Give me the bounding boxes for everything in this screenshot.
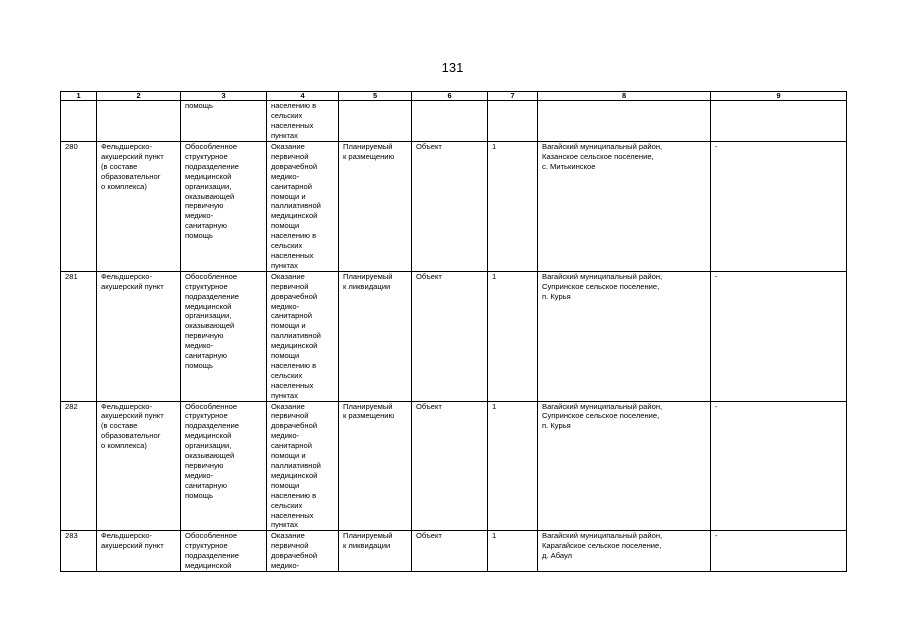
table-cell: Объект (412, 271, 488, 401)
table-cell: 280 (61, 142, 97, 272)
column-header: 5 (339, 92, 412, 101)
table-cell (711, 101, 847, 142)
table-cell: 1 (488, 401, 538, 531)
table-row (61, 401, 847, 531)
table-cell: Фельдшерско- акушерский пункт (97, 271, 181, 401)
table-cell: Оказание первичной доврачебной медико- санитарной помощи и паллиативной медицинской помощи населению в сельских населенных пунктах (267, 271, 339, 401)
table-cell: 1 (488, 271, 538, 401)
table-cell: Фельдшерско- акушерский пункт (в составе образовательног о комплекса) (97, 142, 181, 272)
table-cell: помощь (181, 101, 267, 142)
table-cell (538, 101, 711, 142)
table-cell: 282 (61, 401, 97, 531)
table-header-row (61, 92, 847, 101)
table-cell: - (711, 531, 847, 572)
table-cell: Фельдшерско- акушерский пункт (в составе образовательног о комплекса) (97, 401, 181, 531)
table-cell: Обособленное структурное подразделение медицинской организации, оказывающей первичную медико- санитарную помощь (181, 401, 267, 531)
register-table (60, 91, 847, 572)
column-header: 7 (488, 92, 538, 101)
column-header: 1 (61, 92, 97, 101)
table-cell: Планируемый к размещению (339, 401, 412, 531)
table-cell: Вагайский муниципальный район, Супринское сельское поселение, п. Курья (538, 401, 711, 531)
column-header: 6 (412, 92, 488, 101)
column-header: 4 (267, 92, 339, 101)
column-header: 8 (538, 92, 711, 101)
table-cell (488, 101, 538, 142)
table-cell: 281 (61, 271, 97, 401)
table-row (61, 142, 847, 272)
table-cell: Объект (412, 401, 488, 531)
table-row (61, 101, 847, 142)
table-cell (97, 101, 181, 142)
table-cell: - (711, 271, 847, 401)
table-cell: Планируемый к ликвидации (339, 531, 412, 572)
table-cell: Оказание первичной доврачебной медико- (267, 531, 339, 572)
table-cell: населению в сельских населенных пунктах (267, 101, 339, 142)
column-header: 3 (181, 92, 267, 101)
table-cell: Оказание первичной доврачебной медико- санитарной помощи и паллиативной медицинской помощи населению в сельских населенных пунктах (267, 401, 339, 531)
table-cell: Вагайский муниципальный район, Супринское сельское поселение, п. Курья (538, 271, 711, 401)
table-cell: - (711, 142, 847, 272)
column-header: 2 (97, 92, 181, 101)
table-cell: 1 (488, 142, 538, 272)
table-row (61, 271, 847, 401)
table-cell: Объект (412, 531, 488, 572)
column-header: 9 (711, 92, 847, 101)
table-cell: - (711, 401, 847, 531)
table-cell: 283 (61, 531, 97, 572)
table-cell (339, 101, 412, 142)
table-cell: 1 (488, 531, 538, 572)
table-cell (61, 101, 97, 142)
table-cell: Обособленное структурное подразделение медицинской организации, оказывающей первичную медико- санитарную помощь (181, 142, 267, 272)
table-cell (412, 101, 488, 142)
page-number: 131 (441, 60, 464, 75)
table-cell: Оказание первичной доврачебной медико- санитарной помощи и паллиативной медицинской помощи населению в сельских населенных пунктах (267, 142, 339, 272)
table-cell: Планируемый к размещению (339, 142, 412, 272)
table-cell: Фельдшерско- акушерский пункт (97, 531, 181, 572)
table-cell: Вагайский муниципальный район, Казанское сельское поселение, с. Митькинское (538, 142, 711, 272)
table-cell: Объект (412, 142, 488, 272)
table-cell: Вагайский муниципальный район, Карагайское сельское поселение, д. Абаул (538, 531, 711, 572)
table-cell: Обособленное структурное подразделение медицинской (181, 531, 267, 572)
table-cell: Обособленное структурное подразделение медицинской организации, оказывающей первичную медико- санитарную помощь (181, 271, 267, 401)
table-row (61, 531, 847, 572)
table-cell: Планируемый к ликвидации (339, 271, 412, 401)
